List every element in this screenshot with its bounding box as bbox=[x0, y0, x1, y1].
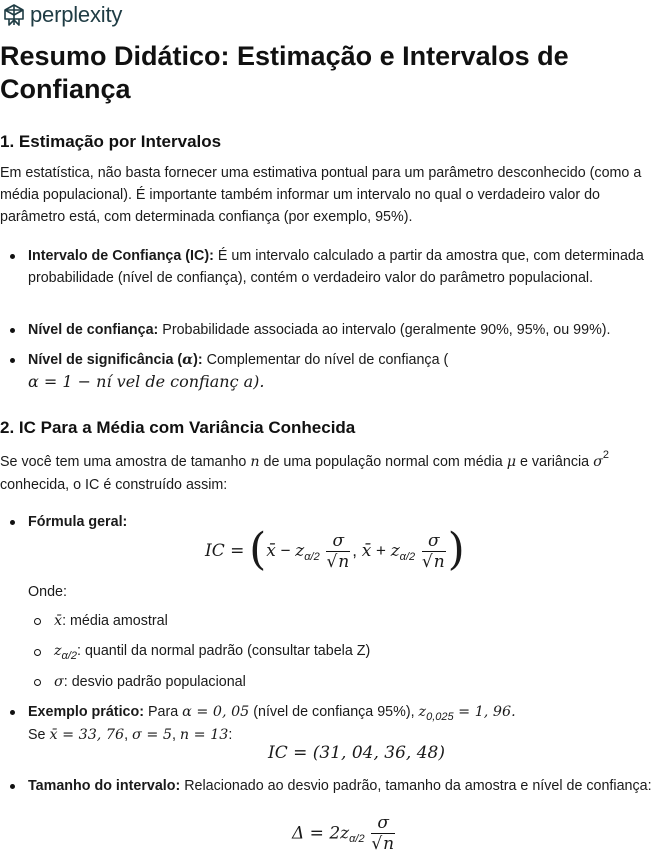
list-item-size bbox=[28, 775, 666, 797]
z-value: = 1, 96. bbox=[453, 704, 516, 720]
xbar-symbol: x̄ bbox=[266, 540, 276, 561]
bullet-dot bbox=[10, 710, 15, 715]
z-subscript: α/2 bbox=[61, 650, 77, 662]
z-symbol: z bbox=[390, 540, 400, 561]
xbar-symbol: x̄ bbox=[54, 613, 63, 629]
alpha-formula: α = 1 − ní vel de confianç a). bbox=[28, 372, 265, 391]
example-text: : bbox=[228, 727, 233, 743]
fraction-denominator bbox=[422, 552, 446, 572]
sub-bullet bbox=[34, 679, 41, 686]
z-subscript: α/2 bbox=[304, 550, 320, 563]
sqrt-sign: √ bbox=[421, 551, 433, 572]
where-text: : quantil da normal padrão (consultar tabela Z) bbox=[77, 643, 371, 659]
z-subscript: α/2 bbox=[399, 550, 416, 563]
sqrt-radicand: n bbox=[433, 551, 445, 572]
z-symbol: z bbox=[54, 643, 62, 659]
mu-symbol: μ bbox=[506, 454, 516, 470]
sigma-value: σ = 5 bbox=[132, 727, 172, 743]
perplexity-logo[interactable] bbox=[2, 2, 122, 28]
fraction-numerator: σ bbox=[326, 532, 350, 552]
item-label: Tamanho do intervalo: bbox=[28, 778, 181, 794]
item-text: Probabilidade associada ao intervalo (geralmente 90%, 95%, ou 99%). bbox=[158, 322, 611, 338]
example-text: Se bbox=[28, 727, 50, 743]
onde-label: Onde: bbox=[28, 584, 67, 600]
right-paren: ) bbox=[447, 524, 465, 575]
bullet-dot bbox=[10, 784, 15, 789]
list-item-confidence bbox=[28, 319, 666, 341]
perplexity-logo-icon bbox=[2, 3, 26, 27]
minus-sign: − bbox=[280, 540, 291, 560]
item-label: Intervalo de Confiança (IC): bbox=[28, 248, 214, 264]
item-label: Fórmula geral: bbox=[28, 514, 128, 530]
brand-name: perplexity bbox=[30, 2, 123, 27]
intro-text: e variância bbox=[516, 454, 594, 470]
intro-text: Se você tem uma amostra de tamanho bbox=[0, 454, 251, 470]
item-text: É um intervalo calculado a partir da amostra que, com determinada probabilidade (nível de confiança), contém o verdadeiro valor do parâmetro populacional. bbox=[28, 248, 644, 286]
alpha-value: α = 0, 05 bbox=[182, 704, 250, 720]
intro-text: conhecida, o IC é construído assim: bbox=[0, 477, 228, 493]
section-1-intro: Em estatística, não basta fornecer uma estimativa pontual para um parâmetro desconhecido (como a média populacional). É importante também informar um intervalo no qual o verdadeiro valor do parâmetro está, com determinada confiança (por exemplo, 95%). bbox=[0, 165, 642, 225]
sigma-over-sqrt-n bbox=[422, 532, 446, 572]
sigma-symbol: σ bbox=[54, 674, 64, 690]
exponent: 2 bbox=[602, 449, 609, 461]
list-item-significance bbox=[28, 349, 666, 394]
sigma-over-sqrt-n bbox=[326, 532, 350, 572]
where-item-z bbox=[54, 640, 370, 663]
bullet-dot bbox=[10, 328, 15, 333]
fraction-denominator bbox=[326, 552, 350, 572]
item-text: Complementar do nível de confiança ( bbox=[202, 352, 449, 368]
bullet-dot bbox=[10, 520, 15, 525]
bullet-dot bbox=[10, 254, 15, 259]
where-item-xbar bbox=[54, 610, 168, 632]
section-2-heading: 2. IC Para a Média com Variância Conhecida bbox=[0, 418, 356, 437]
item-label: Nível de confiança: bbox=[28, 322, 159, 338]
sqrt-radicand: n bbox=[338, 551, 350, 572]
plus-sign: + bbox=[376, 540, 386, 560]
z-symbol: z bbox=[340, 823, 350, 844]
comma: , bbox=[352, 540, 357, 560]
page-title: Resumo Didático: Estimação e Intervalos de Confiança bbox=[0, 41, 569, 104]
where-text: : desvio padrão populacional bbox=[63, 674, 246, 690]
n-symbol: n bbox=[250, 454, 260, 470]
fraction-numerator: σ bbox=[371, 814, 395, 834]
fraction-denominator bbox=[371, 834, 395, 854]
z-symbol: z bbox=[418, 704, 427, 720]
sqrt-sign: √ bbox=[371, 834, 383, 854]
n-value: n = 13 bbox=[179, 727, 229, 743]
example-result: IC = (31, 04, 36, 48) bbox=[268, 743, 445, 763]
sigma-over-sqrt-n bbox=[371, 814, 395, 854]
formula-ic bbox=[205, 526, 465, 577]
where-text: : média amostral bbox=[62, 613, 168, 629]
z-symbol: z bbox=[295, 540, 305, 561]
sqrt-radicand: n bbox=[383, 834, 395, 854]
list-item-example: Exemplo prático: Para α = 0, 05 (nível de confiança 95%), $z_{0,025} = 1$, 96. Se x̄ = 33, 76, σ = 5, n = 13: bbox=[28, 704, 516, 743]
formula-delta bbox=[292, 814, 397, 854]
list-item-ic bbox=[28, 245, 666, 289]
z-subscript: 0,025 bbox=[426, 711, 454, 723]
alpha-symbol: α bbox=[182, 352, 194, 368]
sigma-symbol: σ bbox=[593, 454, 603, 470]
left-paren: ( bbox=[249, 524, 267, 575]
item-label-post: ): bbox=[193, 352, 203, 368]
item-label-pre: Nível de significância ( bbox=[28, 352, 183, 368]
sqrt-sign: √ bbox=[326, 551, 338, 572]
fraction-numerator: σ bbox=[422, 532, 446, 552]
example-text: (nível de confiança 95%), bbox=[249, 704, 419, 720]
bullet-dot bbox=[10, 358, 15, 363]
formula-lhs: IC = bbox=[205, 540, 245, 561]
section-2-intro bbox=[0, 451, 660, 496]
section-1-heading: 1. Estimação por Intervalos bbox=[0, 132, 222, 151]
delta-lhs: Δ = 2 bbox=[292, 823, 341, 844]
item-text: Relacionado ao desvio padrão, tamanho da amostra e nível de confiança: bbox=[180, 778, 652, 794]
sub-bullet bbox=[34, 649, 41, 656]
where-item-sigma bbox=[54, 671, 246, 693]
xbar-value: x̄ = 33, 76 bbox=[49, 727, 125, 743]
example-text: Para bbox=[144, 704, 183, 720]
item-label: Exemplo prático: bbox=[28, 704, 144, 720]
intro-text: de uma população normal com média bbox=[259, 454, 507, 470]
xbar-symbol: x̄ bbox=[361, 540, 372, 561]
z-subscript: α/2 bbox=[349, 833, 365, 846]
sub-bullet bbox=[34, 618, 41, 625]
